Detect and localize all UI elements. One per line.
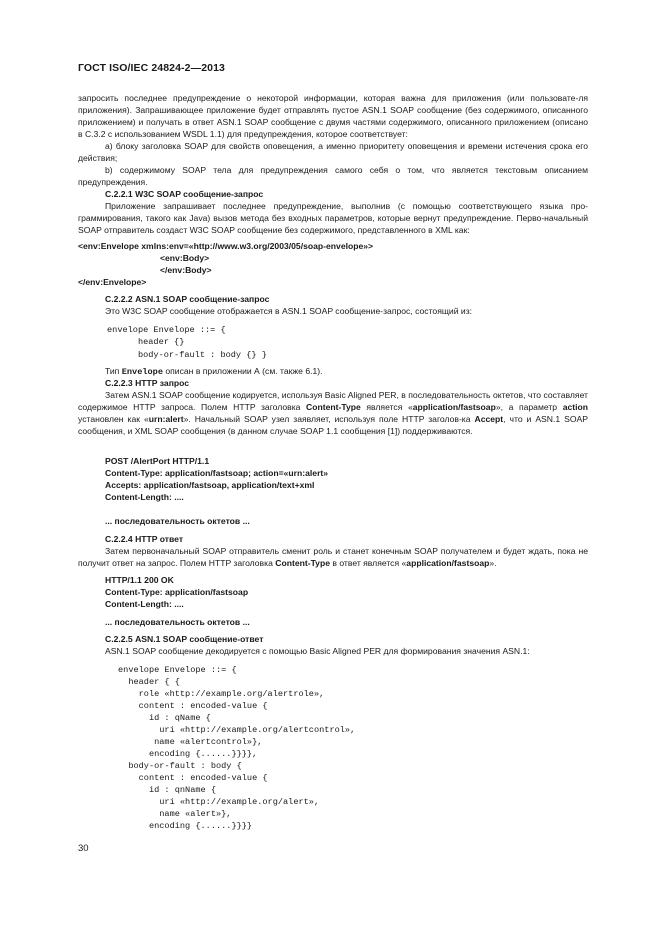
- code-line: content : encoded-value {: [118, 773, 268, 783]
- bold-run: application/fastsoap: [412, 401, 496, 412]
- section-heading-c221: С.2.2.1 W3C SOAP сообщение-запрос: [105, 189, 264, 199]
- envelope-note: [78, 366, 588, 379]
- code-line: envelope Envelope ::= {: [107, 325, 226, 335]
- http-request-line: Content-Length: ....: [105, 492, 184, 502]
- code-line: content : encoded-value {: [118, 701, 268, 711]
- bold-run: Content-Type: [306, 401, 361, 412]
- code-line: header { {: [118, 677, 180, 687]
- text-run: является «: [360, 401, 413, 412]
- xml-line-envelope-open: <env:Envelope xmlns:env=«http://www.w3.org/2003/05/soap-envelope»>: [78, 241, 374, 251]
- code-line: id : qnName {: [118, 785, 216, 795]
- code-line: envelope Envelope ::= {: [118, 665, 237, 675]
- section-text-c224: [78, 546, 588, 570]
- xml-line-envelope-close: </env:Envelope>: [78, 277, 147, 287]
- intro-paragraph: запросить последнее предупреждение о некоторой информации, которая важна для приложения (или пользовате-ля приложения). Запрашивающее приложение будет отправлять пустое ASN.1 SOAP сообщение (без содержимого, описанного приложением) и получать в ответ ASN.1 SOAP сообщение с двумя частями содержимого, описанного приложением (описано в С.3.2 с использованием WSDL 1.1) для предупреждения, которое соответствует:: [78, 93, 588, 139]
- code-line: uri «http://example.org/alert»,: [118, 797, 320, 807]
- bold-run: urn:alert: [148, 413, 184, 424]
- http-request-line: Accepts: application/fastsoap, application/text+xml: [105, 480, 315, 490]
- http-response-line: Content-Length: ....: [105, 599, 184, 609]
- code-line: body-or-fault : body {: [118, 761, 242, 771]
- code-line: role «http://example.org/alertrole»,: [118, 689, 325, 699]
- text-run: в ответ является «: [330, 557, 407, 568]
- http-request-line: Content-Type: application/fastsoap; action=«urn:alert»: [105, 468, 329, 478]
- bold-run: Content-Type: [275, 557, 330, 568]
- text-run: Затем ASN.1 SOAP сообщение кодируется, используя Basic Aligned PER, в последовательность октетов, что составляет содержимое HTTP запроса. Полем HTTP заголовка: [78, 390, 588, 412]
- text-run: ».: [489, 557, 497, 568]
- code-line: encoding {......}}}},: [118, 749, 258, 759]
- note-suffix: описан в приложении А (см. также 6.1).: [162, 366, 323, 376]
- xml-line-body-close: </env:Body>: [160, 265, 212, 275]
- intro-item-a: а) блоку заголовка SOAP для свойств оповещения, а именно приоритету оповещения и времени истечения срока его действия;: [78, 141, 588, 163]
- text-run: установлен как «: [78, 413, 149, 424]
- xml-line-body-open: <env:Body>: [160, 253, 210, 263]
- code-line: body-or-fault : body {} }: [107, 350, 267, 360]
- text-run: ». Начальный SOAP узел заявляет, используя поле HTTP заголов-ка: [183, 413, 475, 424]
- text-run: Затем первоначальный SOAP отправитель сменит роль и станет конечным SOAP получателем и будет ждать, пока не получит ответ на запрос. Полем HTTP заголовка: [78, 546, 588, 568]
- section-heading-c222: С.2.2.2 ASN.1 SOAP сообщение-запрос: [105, 294, 270, 304]
- page-number: 30: [78, 843, 89, 854]
- document-header: ГОСТ ISO/IEC 24824-2—2013: [78, 62, 225, 74]
- section-heading-c225: С.2.2.5 ASN.1 SOAP сообщение-ответ: [105, 634, 264, 644]
- code-line: header {}: [107, 337, 185, 347]
- octets-placeholder: ... последовательность октетов ...: [105, 516, 250, 526]
- code-line: name «alert»},: [118, 809, 232, 819]
- bold-run: action: [562, 401, 588, 412]
- section-text-c221: Приложение запрашивает последнее предупреждение, выполнив (с помощью соответствующего языка про-граммирования, такого как Java) вызов метода без входных параметров, которые вернут предупреждение. Перво-начальный SOAP отправитель создаст W3C SOAP сообщение без содержимого, представленного в XML как:: [78, 201, 588, 235]
- code-line: uri «http://example.org/alertcontrol»,: [118, 725, 356, 735]
- code-line: id : qName {: [118, 713, 211, 723]
- section-text-c223: [78, 390, 588, 438]
- section-heading-c223: С.2.2.3 HTTP запрос: [105, 378, 190, 388]
- code-line: name «alertcontrol»},: [118, 737, 263, 747]
- note-code: Envelope: [121, 367, 163, 377]
- octets-placeholder: ... последовательность октетов ...: [105, 617, 250, 627]
- bold-run: application/fastsoap: [406, 557, 490, 568]
- section-text-c225: ASN.1 SOAP сообщение декодируется с помощью Basic Aligned PER для формирования значения ASN.1:: [105, 646, 530, 656]
- intro-item-b: b) содержимому SOAP тела для предупреждения самого себя о том, что является текстовым описанием предупреждения.: [78, 165, 588, 187]
- bold-run: Accept: [474, 413, 504, 424]
- http-response-line: HTTP/1.1 200 OK: [105, 575, 174, 585]
- note-prefix: Тип: [105, 366, 122, 376]
- section-heading-c224: С.2.2.4 HTTP ответ: [105, 534, 184, 544]
- code-line: encoding {......}}}}: [118, 821, 253, 831]
- http-request-line: POST /AlertPort HTTP/1.1: [105, 456, 210, 466]
- text-run: , что и ASN.1 SOAP сообщения, и XML SOAP сообщения (в данном случае SOAP 1.1 сообщения [1]) поддерживаются.: [78, 413, 589, 436]
- text-run: », а параметр: [495, 401, 563, 412]
- section-text-c222: Это W3C SOAP сообщение отображается в ASN.1 SOAP сообщение-запрос, состоящий из:: [105, 306, 473, 316]
- http-response-line: Content-Type: application/fastsoap: [105, 587, 249, 597]
